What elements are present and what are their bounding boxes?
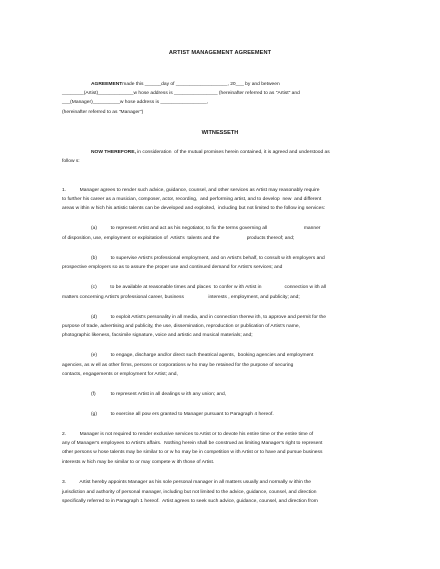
- clause-1f-line: (f) to represent Artist in all dealings w ith any union; and,: [91, 392, 227, 397]
- clause-1e-line: contacts, engagements or employment for Artist; and,: [62, 372, 178, 377]
- preamble-line-2: ________(Artist)_____________w hose address is ________________ (hereinafter referred to as "Artist" and: [62, 91, 300, 96]
- now-therefore-line-1: [91, 150, 330, 156]
- now-therefore-text: in consideration of the mutual promises herein contained, it is agreed and understood as: [135, 150, 330, 155]
- clause-1e-line: agencies, as w ell as other firms, persons or corporations w ho may be retained for the purpose of securing: [62, 363, 294, 368]
- document-title: ARTIST MANAGEMENT AGREEMENT: [168, 50, 272, 56]
- clause-1-line: areas w ithin w hich his artistic talents can be developed and exploited, including but not limited to the follow ing services:: [62, 206, 326, 211]
- clause-1b-line: (b) to supervise Artist's professional employment, and on Artist's behalf, to consult w ith employers and: [91, 256, 325, 261]
- preamble-line-1-text: made this ______day of ___________________, 20___ by and between: [122, 82, 280, 87]
- clause-1b-line: prospective employers so as to assure the proper use and continued demand for Artist's services; and: [62, 265, 283, 270]
- clause-1c-line: matters concerning Artist's professional career, business interests , employment, and publicity; and;: [62, 295, 300, 300]
- clause-3-line: specifically referred to in Paragraph 1 hereof. Artist agrees to seek such advice, guidance, counsel, and direction from: [62, 499, 318, 504]
- clause-1-line: to further his career as a musician, composer, actor, recording, and performing artist, and to develop new and different: [62, 197, 322, 202]
- clause-1d-line: (d) to exploit Artist's personality in all media, and in connection therew ith, to approve and permit for the: [91, 315, 326, 320]
- preamble-line-1: [91, 82, 280, 88]
- preamble-line-3: ___(Manager)__________w hose address is _________________,: [62, 100, 209, 105]
- preamble-line-4: (hereinafter referred to as "Manager"): [62, 110, 144, 115]
- clause-1e-line: (e) to engage, discharge and/or direct such theatrical agents, booking agencies and employment: [91, 353, 314, 358]
- clause-1g-line: (g) to exercise all pow ers granted to Manager pursuant to Paragraph 4 hereof.: [91, 412, 274, 417]
- clause-3-line: jurisdiction and authority of personal manager, including but not limited to the advice, guidance, counsel, and direction: [62, 490, 317, 495]
- clause-3-line: 3. Artist hereby appoints Manager as his sole personal manager in all matters usually and normally w ithin the: [62, 480, 312, 485]
- clause-2-line: interests w hich may be similar to or may compete w ith those of Artist.: [62, 460, 215, 465]
- clause-1a-line: of disposition, use, employment or exploitation of Artist's talents and the products thereof; and;: [62, 236, 295, 241]
- clause-1d-line: purpose of trade, advertising and publicity, the use, dissemination, reproduction or publication of Artist's name,: [62, 324, 300, 329]
- clause-1d-line: photographic likeness, facsimile signature, voice and artistic and musical materials; and;: [62, 333, 253, 338]
- clause-1a-line: (a) to represent Artist and act as his negotiator, to fix the terms governing all manner: [91, 226, 321, 231]
- witnesseth-heading: WITNESSETH: [201, 130, 239, 136]
- clause-1c-line: (c) to be available at reasonable times and places to confer w ith Artist in connection w ith all: [91, 285, 326, 290]
- now-therefore-line-2: follow s:: [62, 159, 80, 164]
- clause-1-line: 1. Manager agrees to render such advice, guidance, counsel, and other services as Artist may reasonably require: [62, 188, 320, 193]
- clause-2-line: 2. Manager is not required to render exclusive services to Artist or to devote his entire time or the entire time of: [62, 432, 314, 437]
- agreement-label: AGREEMENT: [91, 82, 123, 87]
- clause-2-line: any of Manager's employees to Artist's affairs. Nothing herein shall be construed as limiting Manager's right to represent: [62, 441, 323, 446]
- clause-2-line: other persons w hose talents may be similar to or w ho may be in competition w ith Artist or to have and pursue business: [62, 450, 323, 455]
- now-therefore-label: NOW THEREFORE,: [91, 150, 136, 155]
